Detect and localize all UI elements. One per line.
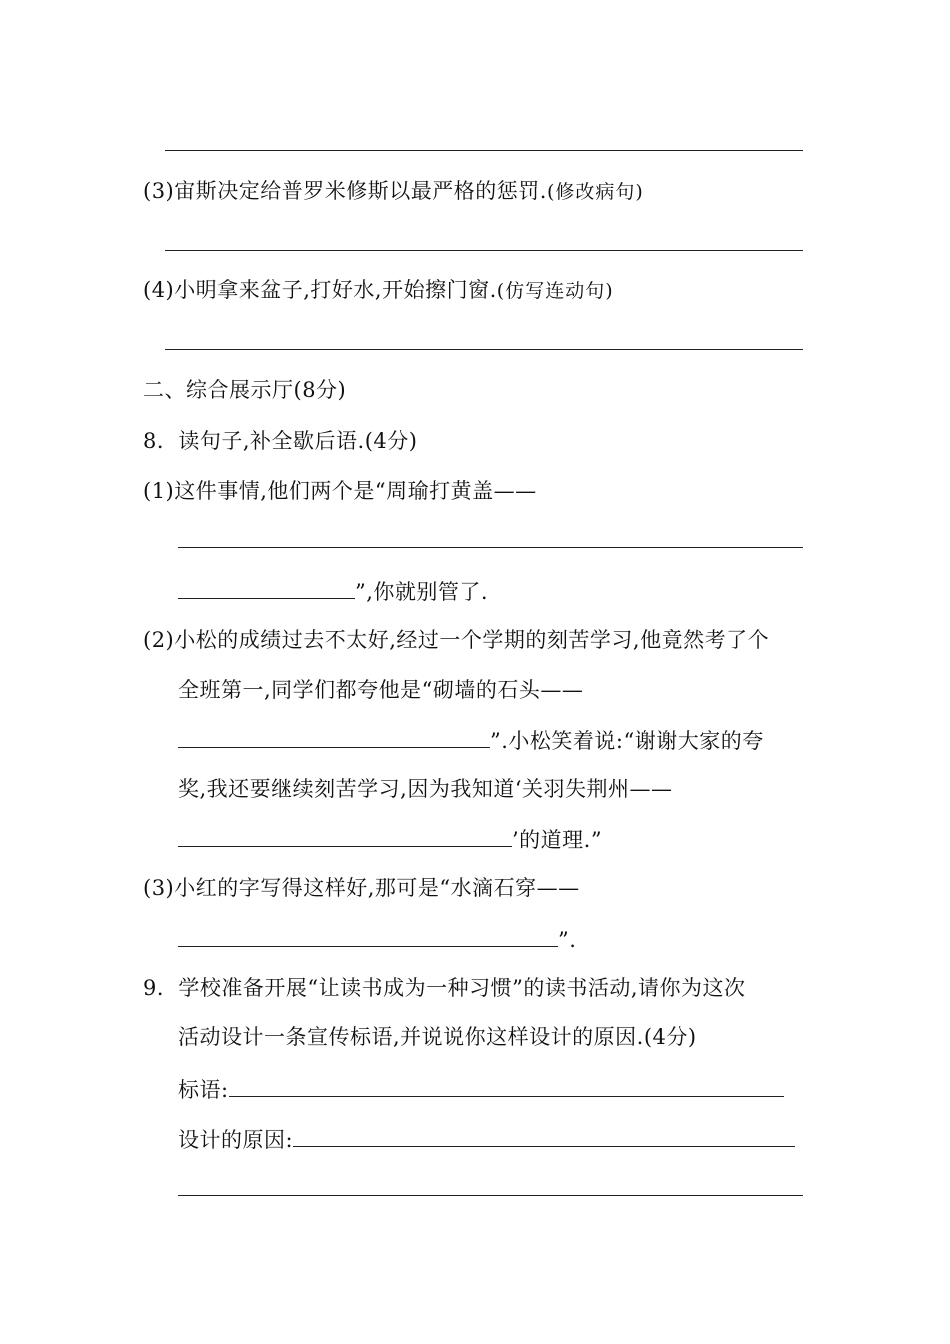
q8-item3-line2 bbox=[178, 924, 576, 954]
q7-item3-text: 宙斯决定给普罗米修斯以最严格的惩罚. bbox=[174, 179, 547, 203]
q8-item2-line4: 奖,我还要继续刻苦学习,因为我知道‘关羽失荆州—— bbox=[178, 777, 673, 801]
q8-item1-line1: (1)这件事情,他们两个是“周瑜打黄盖—— bbox=[143, 479, 537, 503]
q9-reason-label: 设计的原因: bbox=[178, 1128, 294, 1152]
answer-blank-q8-2a[interactable] bbox=[178, 725, 490, 748]
answer-blank-q8-2b[interactable] bbox=[178, 824, 512, 847]
answer-line-q7-3[interactable] bbox=[165, 250, 803, 251]
q9-reason bbox=[178, 1124, 795, 1154]
answer-line-prev[interactable] bbox=[165, 150, 803, 151]
q9-line2: 活动设计一条宣传标语,并说说你这样设计的原因.(4分) bbox=[178, 1025, 697, 1049]
q8-item3-line1: (3)小红的字写得这样好,那可是“水滴石穿—— bbox=[143, 876, 580, 900]
section2-title: 二、综合展示厅(8分) bbox=[143, 378, 347, 402]
answer-blank-q8-3[interactable] bbox=[178, 924, 558, 947]
q7-item3-note: (修改病句) bbox=[546, 181, 644, 203]
q7-item4-note: (仿写连动句) bbox=[496, 280, 614, 302]
q9-line1: 9．学校准备开展“让读书成为一种习惯”的读书活动,请你为这次 bbox=[143, 976, 746, 1000]
answer-blank-q9-reason[interactable] bbox=[293, 1124, 795, 1147]
q7-item4-text: 小明拿来盆子,打好水,开始擦门窗. bbox=[174, 278, 497, 302]
q8-item2-line3 bbox=[178, 725, 764, 755]
q8-item2-line5 bbox=[178, 824, 602, 854]
q7-item3-num: (3) bbox=[143, 179, 175, 203]
q8-title: 8．读句子,补全歇后语.(4分) bbox=[143, 429, 418, 453]
q9-slogan-label: 标语: bbox=[178, 1078, 229, 1102]
q7-item3 bbox=[143, 177, 644, 206]
q8-item1-line3 bbox=[178, 576, 488, 606]
answer-line-q7-4[interactable] bbox=[165, 349, 803, 350]
answer-blank-q8-1b[interactable] bbox=[178, 576, 355, 599]
answer-blank-q9-slogan[interactable] bbox=[229, 1074, 784, 1097]
q7-item4-num: (4) bbox=[143, 278, 175, 302]
q8-item2-line1: (2)小松的成绩过去不太好,经过一个学期的刻苦学习,他竟然考了个 bbox=[143, 628, 770, 652]
q8-item3-line2-text: ”. bbox=[558, 928, 577, 952]
answer-line-q9-reason-2[interactable] bbox=[178, 1195, 803, 1196]
q9-slogan bbox=[178, 1074, 784, 1104]
q7-item4 bbox=[143, 276, 614, 305]
q8-item2-line5-text: ’的道理.” bbox=[512, 828, 603, 852]
q8-item1-line3-text: ”,你就别管了. bbox=[355, 580, 489, 604]
answer-line-q8-1a[interactable] bbox=[178, 547, 803, 548]
q8-item2-line2: 全班第一,同学们都夸他是“砌墙的石头—— bbox=[178, 678, 584, 702]
q8-item2-line3-text: ”.小松笑着说:“谢谢大家的夸 bbox=[490, 729, 764, 753]
